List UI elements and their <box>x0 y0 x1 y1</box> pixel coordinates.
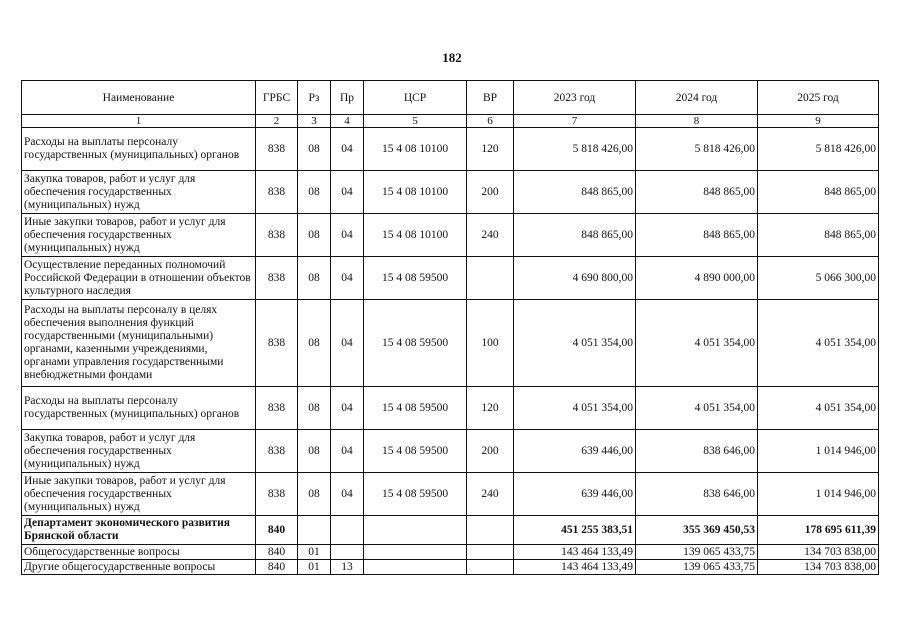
row-vr: 240 <box>467 214 514 257</box>
row-grbs: 840 <box>256 545 298 560</box>
row-csr: 15 4 08 59500 <box>364 300 467 387</box>
row-vr: 240 <box>467 473 514 516</box>
row-2023: 639 446,00 <box>514 473 636 516</box>
row-pr <box>331 516 364 545</box>
row-2023: 4 051 354,00 <box>514 387 636 430</box>
table-row <box>22 545 879 560</box>
table-row <box>22 387 879 430</box>
table-row <box>22 473 879 516</box>
row-vr: 200 <box>467 171 514 214</box>
row-2024: 838 646,00 <box>636 430 758 473</box>
row-name: Расходы на выплаты персоналу государственных (муниципальных) органов <box>22 128 256 171</box>
row-vr: 100 <box>467 300 514 387</box>
row-pr: 04 <box>331 473 364 516</box>
row-rz: 08 <box>298 430 331 473</box>
row-grbs: 838 <box>256 171 298 214</box>
row-2024: 4 051 354,00 <box>636 300 758 387</box>
column-number: 2 <box>256 115 298 128</box>
row-2024: 5 818 426,00 <box>636 128 758 171</box>
row-name: Департамент экономического развития Брянской области <box>22 516 256 545</box>
row-csr: 15 4 08 10100 <box>364 171 467 214</box>
row-rz: 08 <box>298 387 331 430</box>
column-number: 4 <box>331 115 364 128</box>
row-rz: 08 <box>298 214 331 257</box>
row-2025: 5 066 300,00 <box>758 257 879 300</box>
header-grbs: ГРБС <box>256 81 298 115</box>
row-csr <box>364 560 467 575</box>
row-grbs: 838 <box>256 257 298 300</box>
row-2025: 134 703 838,00 <box>758 545 879 560</box>
row-csr <box>364 545 467 560</box>
row-vr <box>467 560 514 575</box>
row-pr: 04 <box>331 257 364 300</box>
table-row <box>22 257 879 300</box>
row-2025: 1 014 946,00 <box>758 430 879 473</box>
row-grbs: 840 <box>256 516 298 545</box>
row-2023: 848 865,00 <box>514 171 636 214</box>
row-2025: 178 695 611,39 <box>758 516 879 545</box>
table-row <box>22 430 879 473</box>
column-number: 7 <box>514 115 636 128</box>
row-2024: 4 890 000,00 <box>636 257 758 300</box>
row-2025: 134 703 838,00 <box>758 560 879 575</box>
row-rz: 08 <box>298 257 331 300</box>
header-pr: Пр <box>331 81 364 115</box>
row-name: Другие общегосударственные вопросы <box>22 560 256 575</box>
row-pr: 04 <box>331 171 364 214</box>
header-2023: 2023 год <box>514 81 636 115</box>
row-name: Иные закупки товаров, работ и услуг для обеспечения государственных (муниципальных) нужд <box>22 214 256 257</box>
row-2024: 848 865,00 <box>636 214 758 257</box>
header-csr: ЦСР <box>364 81 467 115</box>
row-grbs: 838 <box>256 387 298 430</box>
row-vr <box>467 516 514 545</box>
page-number: 182 <box>442 50 462 65</box>
row-csr: 15 4 08 59500 <box>364 430 467 473</box>
row-csr: 15 4 08 10100 <box>364 214 467 257</box>
column-number: 1 <box>22 115 256 128</box>
row-grbs: 838 <box>256 214 298 257</box>
row-2023: 451 255 383,51 <box>514 516 636 545</box>
row-pr: 04 <box>331 214 364 257</box>
row-pr: 13 <box>331 560 364 575</box>
row-rz <box>298 516 331 545</box>
row-grbs: 838 <box>256 300 298 387</box>
row-2024: 139 065 433,75 <box>636 560 758 575</box>
row-2025: 5 818 426,00 <box>758 128 879 171</box>
row-name: Закупка товаров, работ и услуг для обеспечения государственных (муниципальных) нужд <box>22 171 256 214</box>
row-rz: 01 <box>298 560 331 575</box>
row-pr: 04 <box>331 430 364 473</box>
row-2024: 355 369 450,53 <box>636 516 758 545</box>
row-2025: 848 865,00 <box>758 214 879 257</box>
header-2025: 2025 год <box>758 81 879 115</box>
column-number-row <box>22 115 879 128</box>
column-number: 3 <box>298 115 331 128</box>
header-vr: ВР <box>467 81 514 115</box>
row-2023: 5 818 426,00 <box>514 128 636 171</box>
row-vr: 120 <box>467 387 514 430</box>
table-row <box>22 516 879 545</box>
row-vr <box>467 257 514 300</box>
row-2023: 639 446,00 <box>514 430 636 473</box>
row-2025: 4 051 354,00 <box>758 300 879 387</box>
table-row <box>22 560 879 575</box>
row-2025: 4 051 354,00 <box>758 387 879 430</box>
row-pr <box>331 545 364 560</box>
row-grbs: 838 <box>256 473 298 516</box>
row-name: Общегосударственные вопросы <box>22 545 256 560</box>
row-rz: 01 <box>298 545 331 560</box>
row-grbs: 838 <box>256 128 298 171</box>
row-csr <box>364 516 467 545</box>
table-row <box>22 300 879 387</box>
row-name: Закупка товаров, работ и услуг для обеспечения государственных (муниципальных) нужд <box>22 430 256 473</box>
row-2023: 143 464 133,49 <box>514 560 636 575</box>
row-rz: 08 <box>298 300 331 387</box>
row-name: Расходы на выплаты персоналу в целях обеспечения выполнения функций государственными (муниципальными) органами, казенными учреждениями, органами управления государственными внебюджетными фондами <box>22 300 256 387</box>
row-name: Иные закупки товаров, работ и услуг для обеспечения государственных (муниципальных) нужд <box>22 473 256 516</box>
row-pr: 04 <box>331 128 364 171</box>
row-rz: 08 <box>298 473 331 516</box>
row-vr: 200 <box>467 430 514 473</box>
row-name: Расходы на выплаты персоналу государственных (муниципальных) органов <box>22 387 256 430</box>
row-2024: 4 051 354,00 <box>636 387 758 430</box>
column-number: 8 <box>636 115 758 128</box>
row-2023: 143 464 133,49 <box>514 545 636 560</box>
row-2025: 1 014 946,00 <box>758 473 879 516</box>
column-number: 6 <box>467 115 514 128</box>
row-csr: 15 4 08 59500 <box>364 473 467 516</box>
row-grbs: 840 <box>256 560 298 575</box>
table-row <box>22 214 879 257</box>
row-2025: 848 865,00 <box>758 171 879 214</box>
table-row <box>22 128 879 171</box>
row-csr: 15 4 08 59500 <box>364 387 467 430</box>
header-2024: 2024 год <box>636 81 758 115</box>
row-pr: 04 <box>331 300 364 387</box>
row-grbs: 838 <box>256 430 298 473</box>
row-2023: 4 051 354,00 <box>514 300 636 387</box>
row-rz: 08 <box>298 128 331 171</box>
row-vr: 120 <box>467 128 514 171</box>
column-number: 5 <box>364 115 467 128</box>
column-number: 9 <box>758 115 879 128</box>
row-pr: 04 <box>331 387 364 430</box>
row-2023: 4 690 800,00 <box>514 257 636 300</box>
header-rz: Рз <box>298 81 331 115</box>
header-name: Наименование <box>22 81 256 115</box>
row-vr <box>467 545 514 560</box>
row-2024: 139 065 433,75 <box>636 545 758 560</box>
budget-table <box>21 80 879 575</box>
row-2024: 848 865,00 <box>636 171 758 214</box>
table-row <box>22 171 879 214</box>
header-row <box>22 81 879 115</box>
row-name: Осуществление переданных полномочий Российской Федерации в отношении объектов культурного наследия <box>22 257 256 300</box>
row-csr: 15 4 08 59500 <box>364 257 467 300</box>
row-rz: 08 <box>298 171 331 214</box>
row-2023: 848 865,00 <box>514 214 636 257</box>
row-csr: 15 4 08 10100 <box>364 128 467 171</box>
row-2024: 838 646,00 <box>636 473 758 516</box>
